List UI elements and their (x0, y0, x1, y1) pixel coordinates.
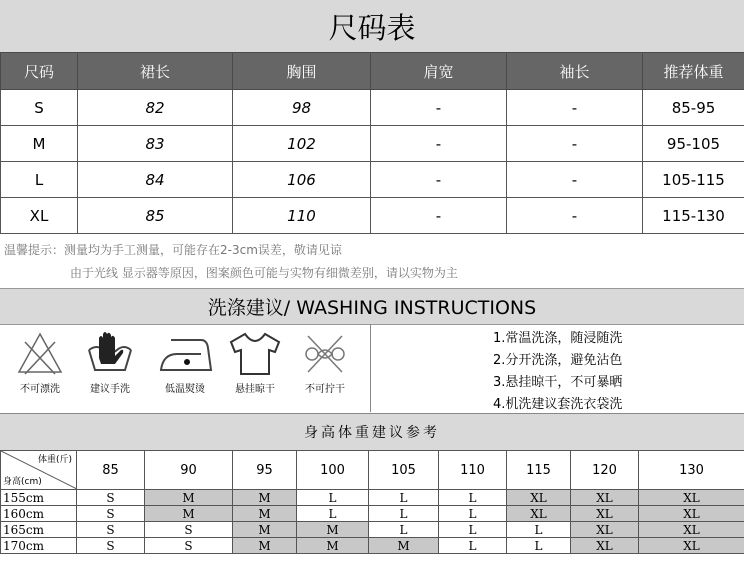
size-recommendation-cell: M (297, 538, 369, 554)
height-axis-label: 身高(cm) (3, 477, 42, 487)
size-recommendation-cell: L (507, 538, 571, 554)
size-cell: L (1, 162, 78, 198)
reference-header-row (1, 451, 744, 490)
instruction-line: 2.分开洗涤，避免沾色 (493, 353, 623, 368)
page-title: 尺码表 (0, 0, 744, 53)
shoulder-cell: - (371, 90, 507, 126)
size-table-header (1, 53, 744, 90)
weight-header: 90 (145, 451, 233, 490)
weight-header: 100 (297, 451, 369, 490)
weight-header: 105 (369, 451, 439, 490)
size-recommendation-cell: XL (639, 522, 744, 538)
corner-cell (1, 451, 77, 490)
table-row (1, 162, 744, 198)
size-recommendation-cell: XL (507, 506, 571, 522)
no-bleach-icon (15, 330, 65, 376)
weight-cell: 85-95 (643, 90, 744, 126)
size-recommendation-cell: S (145, 522, 233, 538)
reference-title: 身高体重建议参考 (0, 413, 744, 451)
sleeve-cell: - (507, 198, 643, 234)
table-row (1, 490, 744, 506)
bust-cell: 98 (233, 90, 371, 126)
no-bleach-label: 不可漂洗 (20, 384, 60, 395)
size-recommendation-cell: M (233, 490, 297, 506)
sleeve-cell: - (507, 162, 643, 198)
weight-header: 85 (77, 451, 145, 490)
size-recommendation-cell: S (77, 538, 145, 554)
skirt-length-cell: 83 (78, 126, 233, 162)
size-recommendation-cell: M (145, 506, 233, 522)
hang-dry-label: 悬挂晾干 (235, 384, 275, 395)
washing-title: 洗涤建议/ WASHING INSTRUCTIONS (0, 288, 744, 325)
weight-cell: 115-130 (643, 198, 744, 234)
size-table (0, 52, 744, 234)
size-recommendation-cell: XL (507, 490, 571, 506)
weight-header: 110 (439, 451, 507, 490)
weight-header: 115 (507, 451, 571, 490)
header-shoulder: 肩宽 (371, 53, 507, 90)
size-recommendation-cell: L (439, 538, 507, 554)
size-recommendation-cell: L (369, 522, 439, 538)
weight-cell: 105-115 (643, 162, 744, 198)
size-cell: XL (1, 198, 78, 234)
bust-cell: 110 (233, 198, 371, 234)
skirt-length-cell: 84 (78, 162, 233, 198)
size-recommendation-cell: S (145, 538, 233, 554)
washing-icons (0, 324, 371, 412)
size-recommendation-cell: L (369, 490, 439, 506)
color-tip: 由于光线 显示器等原因，图案颜色可能与实物有细微差别，请以实物为主 (70, 266, 458, 280)
low-temp-iron-icon (157, 330, 213, 376)
size-recommendation-cell: L (507, 522, 571, 538)
size-recommendation-cell: M (297, 522, 369, 538)
header-bust: 胸围 (233, 53, 371, 90)
size-recommendation-cell: L (297, 490, 369, 506)
sleeve-cell: - (507, 126, 643, 162)
size-recommendation-cell: L (297, 506, 369, 522)
table-row (1, 198, 744, 234)
size-recommendation-cell: L (439, 490, 507, 506)
skirt-length-cell: 82 (78, 90, 233, 126)
table-row (1, 126, 744, 162)
weight-header: 95 (233, 451, 297, 490)
no-bleach-item (5, 330, 75, 395)
hand-wash-icon (85, 330, 135, 376)
size-recommendation-cell: XL (639, 490, 744, 506)
shoulder-cell: - (371, 162, 507, 198)
size-recommendation-cell: M (233, 522, 297, 538)
size-recommendation-cell: L (439, 522, 507, 538)
table-row (1, 538, 744, 554)
weight-cell: 95-105 (643, 126, 744, 162)
size-cell: S (1, 90, 78, 126)
hang-dry-icon (227, 330, 283, 376)
skirt-length-cell: 85 (78, 198, 233, 234)
shoulder-cell: - (371, 126, 507, 162)
sleeve-cell: - (507, 90, 643, 126)
shoulder-cell: - (371, 198, 507, 234)
size-recommendation-cell: M (233, 538, 297, 554)
size-recommendation-cell: M (145, 490, 233, 506)
washing-section (0, 324, 744, 412)
table-row (1, 90, 744, 126)
table-row (1, 522, 744, 538)
header-size: 尺码 (1, 53, 78, 90)
measurement-tip: 温馨提示：测量均为手工测量，可能存在2-3cm误差，敬请见谅 (4, 243, 342, 257)
low-temp-iron-label: 低温熨烫 (165, 384, 205, 395)
do-not-wring-item (290, 330, 360, 395)
size-recommendation-cell: L (369, 506, 439, 522)
do-not-wring-label: 不可拧干 (305, 384, 345, 395)
reference-table (0, 450, 744, 554)
size-recommendation-cell: S (77, 490, 145, 506)
weight-header: 120 (571, 451, 639, 490)
height-cell: 155cm (1, 490, 77, 506)
hand-wash-label: 建议手洗 (90, 384, 130, 395)
instruction-line: 3.悬挂晾干，不可暴晒 (493, 375, 623, 390)
height-cell: 160cm (1, 506, 77, 522)
size-recommendation-cell: M (233, 506, 297, 522)
size-recommendation-cell: XL (571, 490, 639, 506)
low-temp-iron-item (150, 330, 220, 395)
size-recommendation-cell: L (439, 506, 507, 522)
do-not-wring-icon (300, 330, 350, 376)
hand-wash-item (75, 330, 145, 395)
hang-dry-item (220, 330, 290, 395)
weight-header: 130 (639, 451, 744, 490)
size-recommendation-cell: XL (571, 522, 639, 538)
header-sleeve: 袖长 (507, 53, 643, 90)
size-recommendation-cell: XL (639, 538, 744, 554)
header-weight: 推荐体重 (643, 53, 744, 90)
height-cell: 170cm (1, 538, 77, 554)
height-cell: 165cm (1, 522, 77, 538)
header-skirt-length: 裙长 (78, 53, 233, 90)
instruction-line: 1.常温洗涤，随浸随洗 (493, 331, 623, 346)
table-row (1, 506, 744, 522)
washing-instructions (493, 328, 622, 416)
size-cell: M (1, 126, 78, 162)
size-recommendation-cell: M (369, 538, 439, 554)
bust-cell: 106 (233, 162, 371, 198)
size-recommendation-cell: XL (571, 538, 639, 554)
instruction-line: 4.机洗建议套洗衣袋洗 (493, 397, 623, 412)
size-recommendation-cell: S (77, 522, 145, 538)
weight-axis-label: 体重(斤) (37, 455, 72, 465)
size-recommendation-cell: XL (639, 506, 744, 522)
size-recommendation-cell: S (77, 506, 145, 522)
size-recommendation-cell: XL (571, 506, 639, 522)
bust-cell: 102 (233, 126, 371, 162)
